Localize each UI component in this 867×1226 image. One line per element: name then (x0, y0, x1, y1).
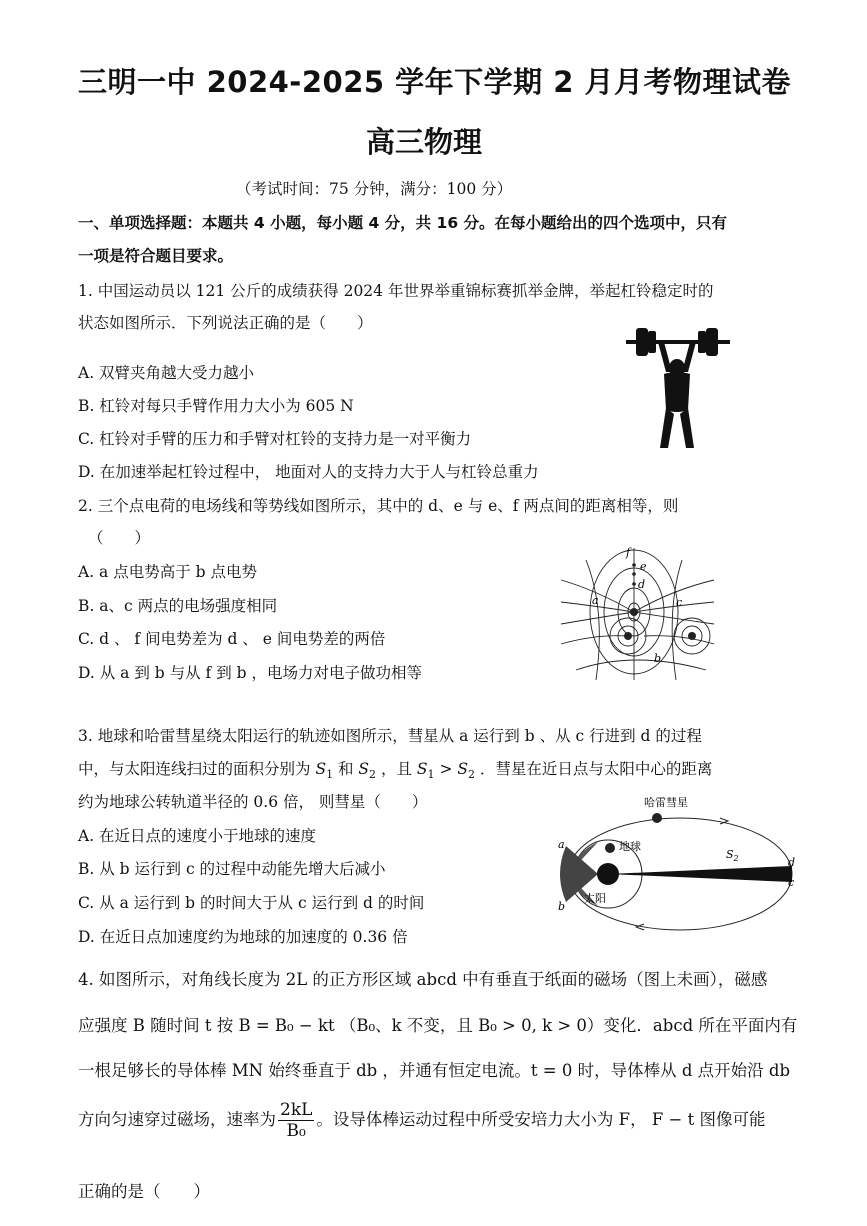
q3-option-d: D. 在近日点加速度约为地球的加速度的 0.36 倍 (78, 928, 408, 946)
q3-option-a: A. 在近日点的速度小于地球的速度 (78, 827, 317, 845)
q2-label-e: e (640, 560, 647, 573)
q4-line3: 一根足够长的导体棒 MN 始终垂直于 db ，并通有恒定电流。t = 0 时，导体棒从 d 点开始沿 db (78, 1061, 791, 1080)
q2-stem-line2: （ ） (88, 529, 151, 547)
q3-stem-line1: 3. 地球和哈雷彗星绕太阳运行的轨迹如图所示，彗星从 a 运行到 b 、从 c 行进到 d 的过程 (78, 727, 702, 745)
orbit-figure (540, 790, 802, 940)
q1-option-c: C. 杠铃对手臂的压力和手臂对杠铃的支持力是一对平衡力 (78, 430, 472, 448)
q2-label-d: d (638, 578, 646, 591)
earth-label: 地球 (619, 840, 641, 853)
q2-option-d: D. 从 a 到 b 与从 f 到 b ，电场力对电子做功相等 (78, 664, 422, 682)
q3-stem-line2: 中，与太阳连线扫过的面积分别为 $S_1$ 和 $S_2$ ，且 $S_1 > S_2$ ．彗星在近日点与太阳中心的距离 (78, 760, 713, 782)
q1-stem-line1: 1. 中国运动员以 121 公斤的成绩获得 2024 年世界举重锦标赛抓举金牌，举起杠铃稳定时的 (78, 282, 714, 300)
speed-fraction: $\frac{2kL}{\text{B₀}}$ (280, 1100, 313, 1141)
orbit-label-a: a (558, 838, 565, 851)
q1-option-a: A. 双臂夹角越大受力越小 (78, 364, 255, 382)
q2-option-a: A. a 点电势高于 b 点电势 (78, 563, 257, 581)
weightlifter-figure (622, 318, 734, 450)
q4-line4: 方向匀速穿过磁场，速率为 $\frac{2kL}{\text{B₀}}$ 。设导体棒运动过程中所受安培力大小为 F， F − t 图像可能 (78, 1100, 766, 1141)
q2-label-f: f (626, 546, 631, 559)
comet-label: 哈雷彗星 (644, 796, 688, 809)
page-title: 三明一中 2024-2025 学年下学期 2 月月考物理试卷 (78, 65, 792, 99)
q3-option-c: C. 从 a 运行到 b 的时间大于从 c 运行到 d 的时间 (78, 894, 425, 912)
q4-line1: 4. 如图所示，对角线长度为 2L 的正方形区域 abcd 中有垂直于纸面的磁场（图上未画），磁感 (78, 970, 768, 989)
q4-line5: 正确的是（ ） (78, 1182, 210, 1201)
exam-info: （考试时间：75 分钟，满分：100 分） (236, 180, 513, 198)
q2-label-b: b (654, 652, 662, 665)
section-heading-line1: 一、单项选择题：本题共 4 小题，每小题 4 分，共 16 分。在每小题给出的四个选项中，只有 (78, 214, 728, 232)
q1-option-b: B. 杠铃对每只手臂作用力大小为 605 N (78, 397, 354, 415)
q2-label-c: c (676, 596, 683, 609)
q2-option-c: C. d 、 f 间电势差为 d 、 e 间电势差的两倍 (78, 630, 386, 648)
sun-label: 太阳 (584, 892, 606, 905)
orbit-label-b: b (558, 900, 566, 913)
q2-option-b: B. a、c 两点的电场强度相同 (78, 597, 278, 615)
q3-option-b: B. 从 b 运行到 c 的过程中动能先增大后减小 (78, 860, 386, 878)
electric-field-figure (556, 540, 720, 690)
q3-stem-line3: 约为地球公转轨道半径的 0.6 倍， 则彗星（ ） (78, 793, 428, 811)
section-heading-line2: 一项是符合题目要求。 (78, 247, 234, 265)
q1-stem-line2: 状态如图所示．下列说法正确的是（ ） (78, 314, 373, 332)
q1-option-d: D. 在加速举起杠铃过程中， 地面对人的支持力大于人与杠铃总重力 (78, 463, 539, 481)
page-subtitle: 高三物理 (366, 125, 483, 159)
s2-label: $S_2$ (726, 848, 739, 863)
q2-label-a: a (592, 594, 599, 607)
orbit-label-d: d (788, 856, 796, 869)
q4-line2: 应强度 B 随时间 t 按 B = B₀ − kt （B₀、k 不变，且 B₀ > 0, k > 0）变化．abcd 所在平面内有 (78, 1016, 798, 1035)
q2-stem-line1: 2. 三个点电荷的电场线和等势线如图所示，其中的 d、e 与 e、f 两点间的距离相等，则 (78, 497, 679, 515)
orbit-label-c: c (788, 876, 795, 889)
